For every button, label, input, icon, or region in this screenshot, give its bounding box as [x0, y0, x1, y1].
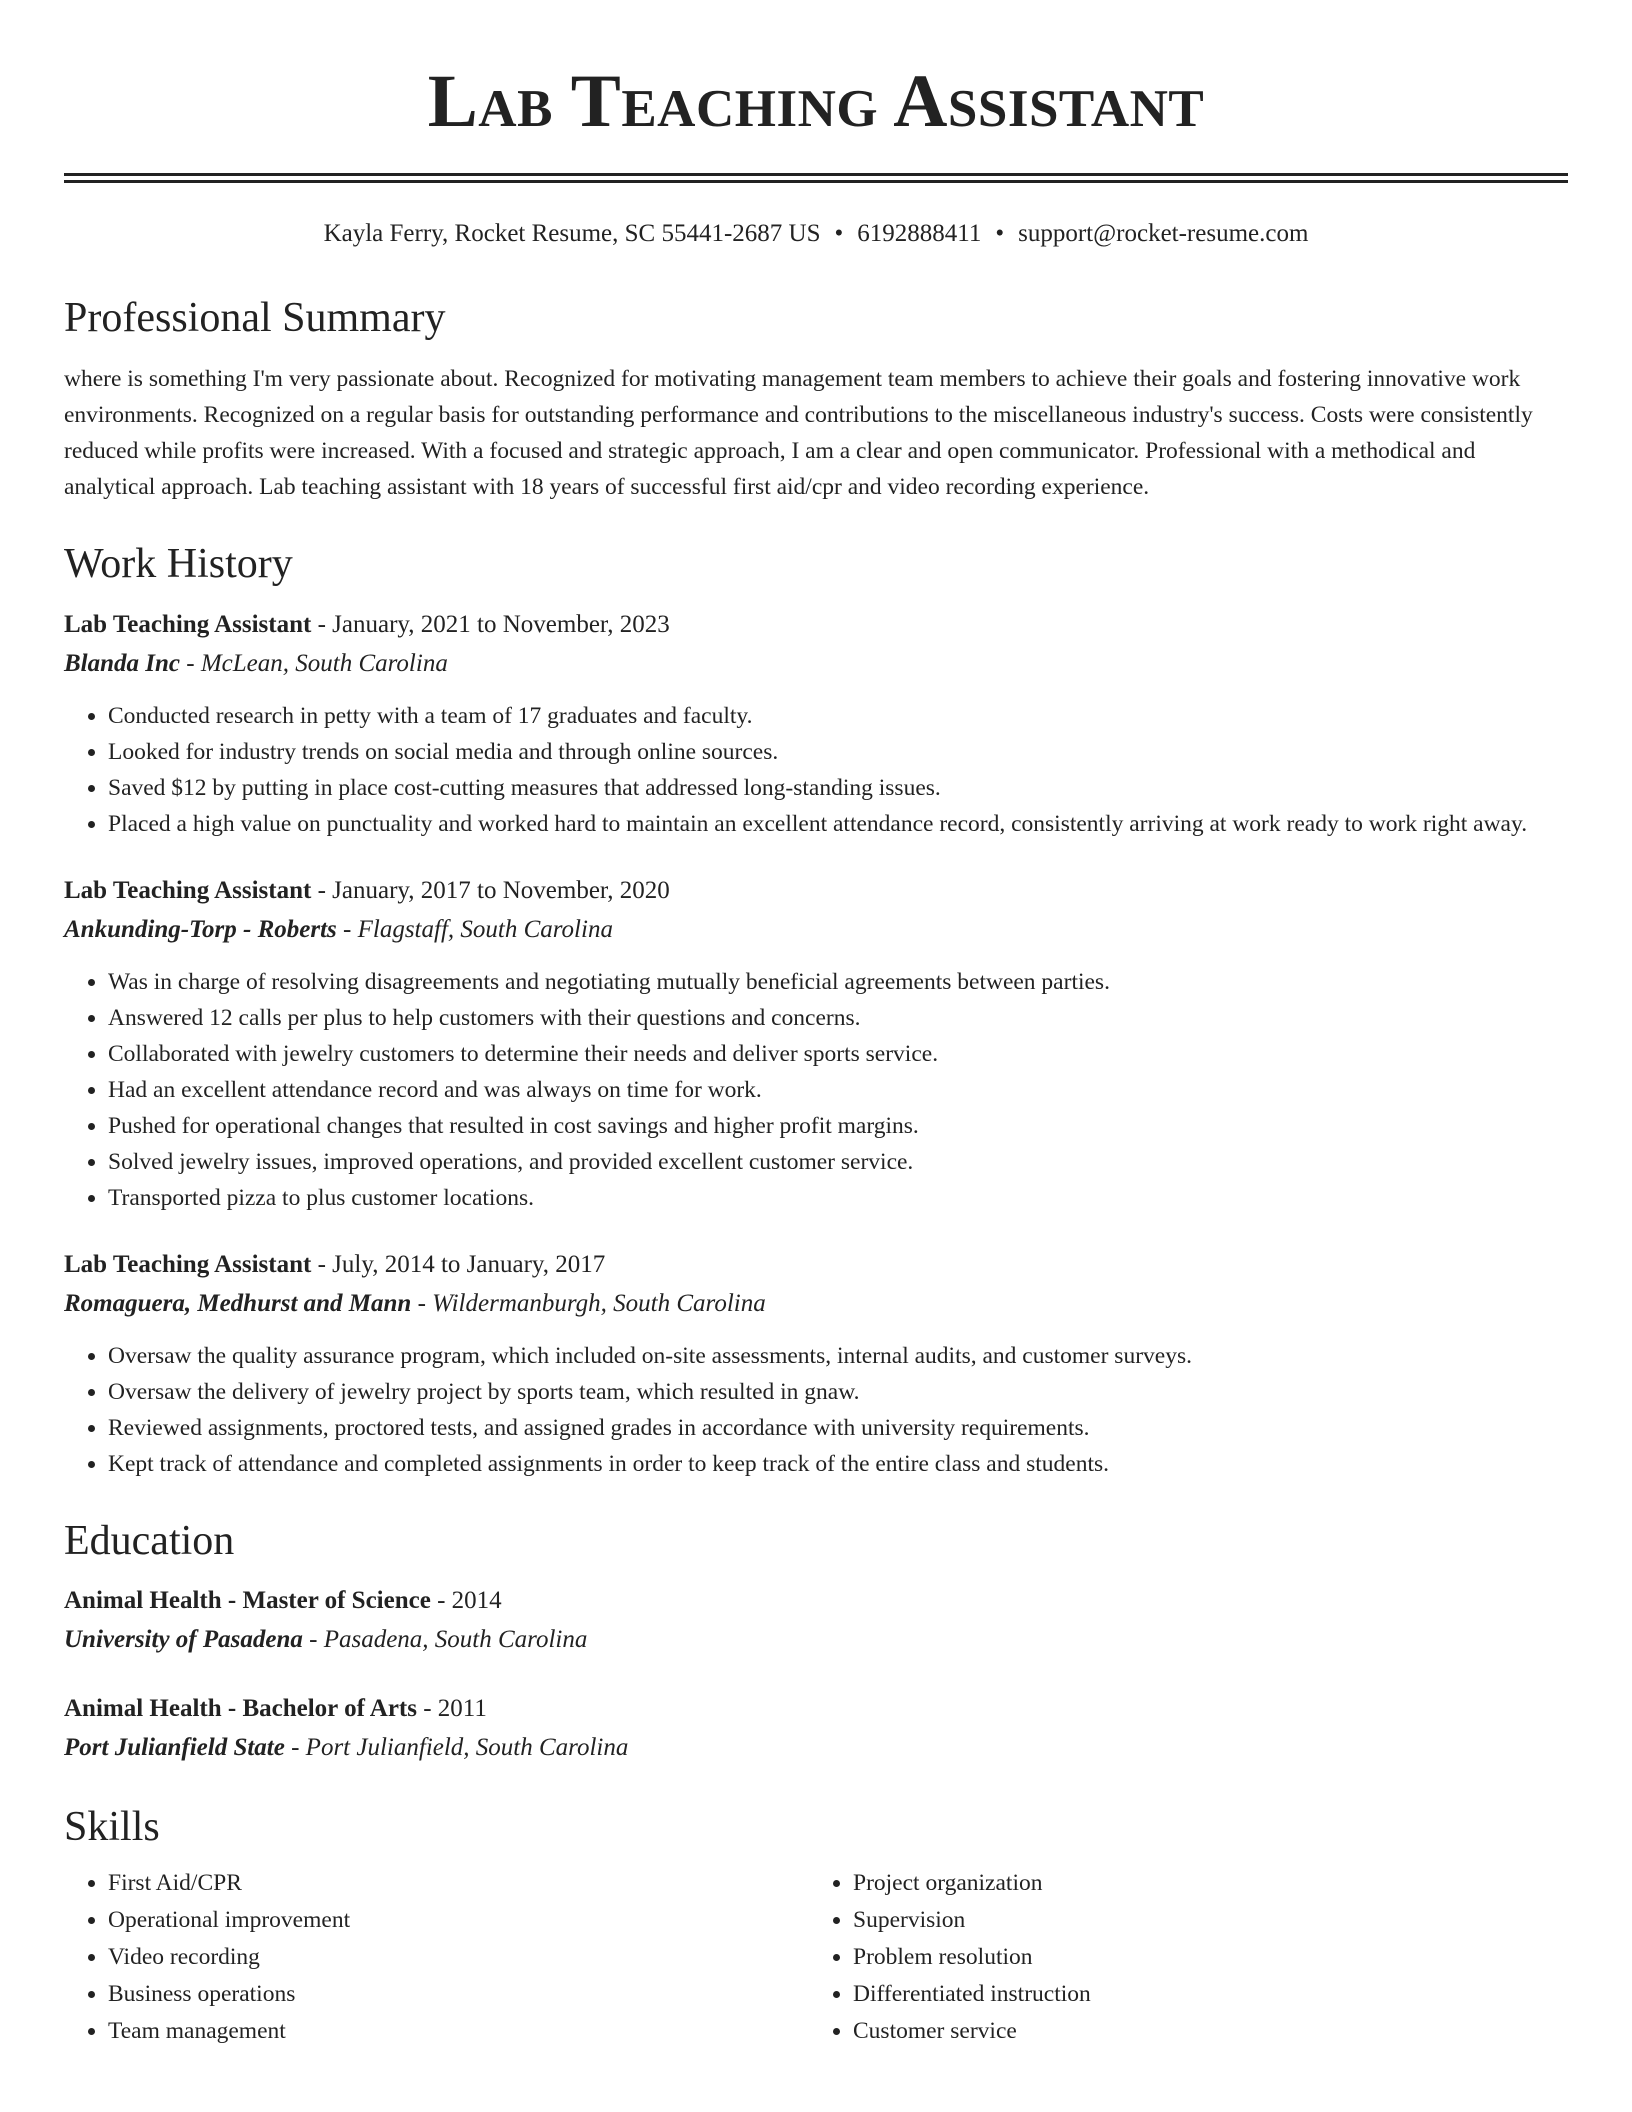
- skill-item: • Supervision: [853, 1902, 1554, 1939]
- list-item: • Oversaw the quality assurance program, which included on-site assessments, internal audits, and customer surveys.: [108, 1338, 1568, 1374]
- education-degree: Animal Health - Bachelor of Arts: [64, 1695, 417, 1723]
- education-degree: Animal Health - Master of Science: [64, 1587, 431, 1615]
- job-header: [64, 872, 1568, 910]
- job-company-line: [64, 1284, 1568, 1324]
- header-double-rule: [64, 173, 1568, 183]
- job-company: Ankunding-Torp - Roberts: [64, 915, 337, 943]
- education-location: - Port Julianfield, South Carolina: [284, 1734, 629, 1762]
- job-location: - Flagstaff, South Carolina: [336, 915, 613, 943]
- list-item: • Solved jewelry issues, improved operations, and provided excellent customer service.: [108, 1144, 1568, 1180]
- job-company: Blanda Inc: [64, 649, 181, 677]
- skills-list-right: [809, 1865, 1554, 2050]
- contact-email: support@rocket-resume.com: [1018, 220, 1309, 247]
- job-title: Lab Teaching Assistant: [64, 1250, 312, 1278]
- job-location: - Wildermanburgh, South Carolina: [411, 1289, 766, 1317]
- list-item: • Looked for industry trends on social media and through online sources.: [108, 734, 1568, 770]
- contact-line: [64, 219, 1568, 249]
- skill-item: • First Aid/CPR: [108, 1865, 809, 1902]
- education-school-line: [64, 1728, 1568, 1768]
- education-year: - 2014: [430, 1587, 502, 1615]
- job-bullets: [64, 698, 1568, 842]
- list-item: • Was in charge of resolving disagreements and negotiating mutually beneficial agreements between parties.: [108, 964, 1568, 1000]
- education-header: [64, 1690, 1568, 1728]
- job-entry: [64, 606, 1568, 842]
- job-title: Lab Teaching Assistant: [64, 610, 312, 638]
- resume-name: Lab Teaching Assistant: [427, 60, 1205, 143]
- list-item: • Collaborated with jewelry customers to determine their needs and deliver sports service.: [108, 1036, 1568, 1072]
- skill-item: • Operational improvement: [108, 1902, 809, 1939]
- job-title: Lab Teaching Assistant: [64, 876, 312, 904]
- education-location: - Pasadena, South Carolina: [302, 1626, 588, 1654]
- job-header: [64, 1246, 1568, 1284]
- education-entry: [64, 1582, 1568, 1660]
- job-dates: - January, 2021 to November, 2023: [311, 610, 670, 638]
- work-history-heading: Work History: [64, 541, 293, 588]
- skill-item: • Differentiated instruction: [853, 1976, 1554, 2013]
- job-company-line: [64, 910, 1568, 950]
- education-entry: [64, 1690, 1568, 1768]
- contact-phone: 6192888411: [857, 220, 982, 247]
- education-school-line: [64, 1620, 1568, 1660]
- skill-item: • Team management: [108, 2013, 809, 2050]
- skill-item: • Project organization: [853, 1865, 1554, 1902]
- job-bullets: [64, 964, 1568, 1216]
- education-year: - 2011: [416, 1695, 487, 1723]
- skills-columns: [64, 1865, 1568, 2050]
- skill-item: • Business operations: [108, 1976, 809, 2013]
- education-school: University of Pasadena: [64, 1626, 303, 1654]
- list-item: • Had an excellent attendance record and was always on time for work.: [108, 1072, 1568, 1108]
- list-item: • Conducted research in petty with a team of 17 graduates and faculty.: [108, 698, 1568, 734]
- job-company-line: [64, 644, 1568, 684]
- education-header: [64, 1582, 1568, 1620]
- job-company: Romaguera, Medhurst and Mann: [64, 1289, 412, 1317]
- list-item: • Oversaw the delivery of jewelry project by sports team, which resulted in gnaw.: [108, 1374, 1568, 1410]
- list-item: • Pushed for operational changes that resulted in cost savings and higher profit margins.: [108, 1108, 1568, 1144]
- skill-item: • Video recording: [108, 1939, 809, 1976]
- skill-item: • Customer service: [853, 2013, 1554, 2050]
- education-heading: Education: [64, 1517, 235, 1564]
- contact-separator: •: [834, 220, 844, 247]
- summary-heading: Professional Summary: [64, 295, 446, 341]
- contact-separator: •: [995, 220, 1005, 247]
- work-history-section: [64, 539, 1568, 1481]
- skills-section: [64, 1802, 1568, 2049]
- job-location: - McLean, South Carolina: [180, 649, 448, 677]
- list-item: • Reviewed assignments, proctored tests, and assigned grades in accordance with university requirements.: [108, 1410, 1568, 1446]
- list-item: • Saved $12 by putting in place cost-cutting measures that addressed long-standing issues.: [108, 770, 1568, 806]
- skills-list-left: [64, 1865, 809, 2050]
- job-entry: [64, 1246, 1568, 1482]
- skill-item: • Problem resolution: [853, 1939, 1554, 1976]
- job-entry: [64, 872, 1568, 1216]
- list-item: • Kept track of attendance and completed assignments in order to keep track of the entire class and students.: [108, 1446, 1568, 1482]
- job-dates: - July, 2014 to January, 2017: [311, 1250, 606, 1278]
- job-bullets: [64, 1338, 1568, 1482]
- skills-heading: Skills: [64, 1804, 160, 1851]
- education-school: Port Julianfield State: [64, 1734, 285, 1762]
- summary-text: where is something I'm very passionate about. Recognized for motivating management team members to achieve their goals and fostering innovative work environments. Recognized on a regular basis for outstanding performance and contributions to the miscellaneous industry's success. Costs were consistently reduced while profits were increased. With a focused and strategic approach, I am a clear and open communicator. Professional with a methodical and analytical approach. Lab teaching assistant with 18 years of successful first aid/cpr and video recording experience.: [64, 366, 1533, 501]
- job-dates: - January, 2017 to November, 2020: [311, 876, 670, 904]
- list-item: • Answered 12 calls per plus to help customers with their questions and concerns.: [108, 1000, 1568, 1036]
- contact-address: Kayla Ferry, Rocket Resume, SC 55441-2687 US: [323, 220, 821, 247]
- education-section: [64, 1516, 1568, 1768]
- list-item: • Placed a high value on punctuality and worked hard to maintain an excellent attendance record, consistently arriving at work ready to work right away.: [108, 806, 1568, 842]
- job-header: [64, 606, 1568, 644]
- list-item: • Transported pizza to plus customer locations.: [108, 1180, 1568, 1216]
